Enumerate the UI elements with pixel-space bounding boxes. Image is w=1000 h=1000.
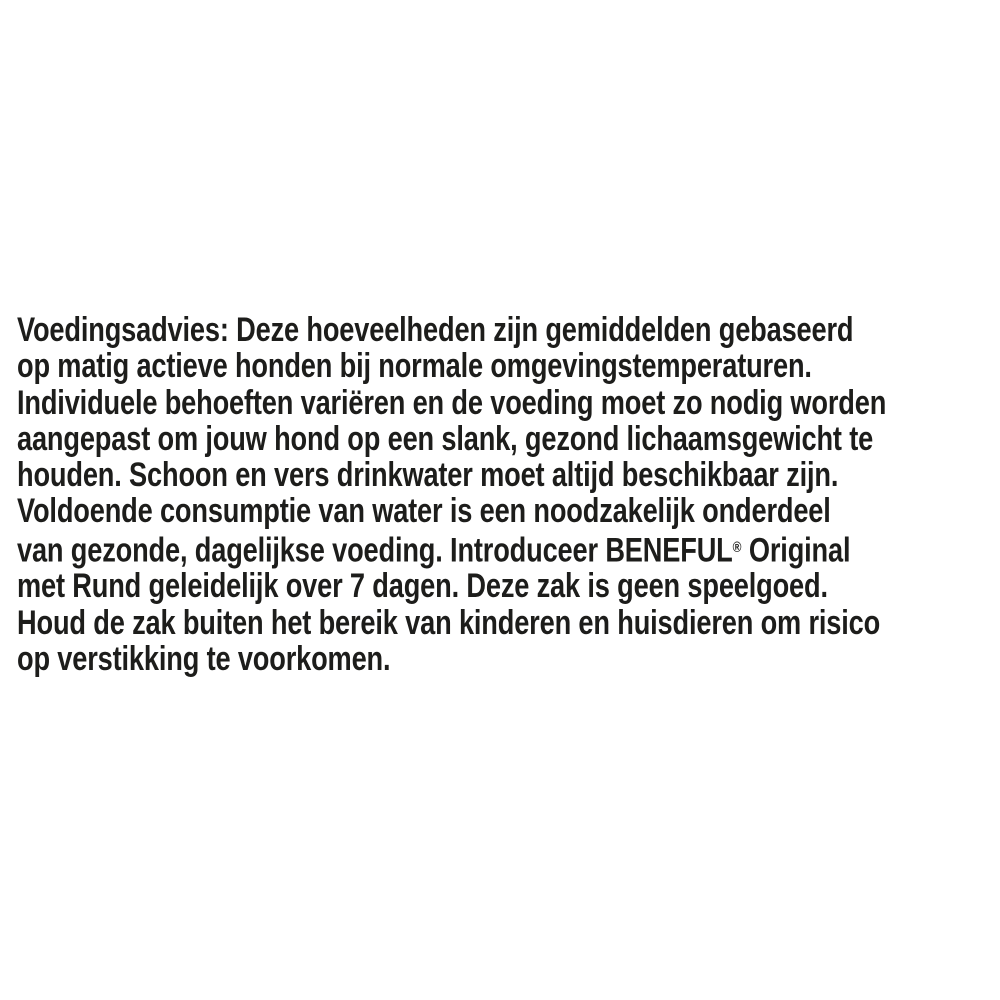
feeding-advisory-paragraph [17, 312, 977, 677]
advisory-text-before-brand: van gezonde, dagelijkse voeding. Introduceer BENEFUL [17, 531, 733, 570]
advisory-line: houden. Schoon en vers drinkwater moet altijd beschikbaar zijn. [17, 456, 839, 495]
advisory-line: Voldoende consumptie van water is een noodzakelijk onderdeel [17, 492, 831, 531]
advisory-line: op verstikking te voorkomen. [17, 639, 391, 678]
advisory-line: Houd de zak buiten het bereik van kinderen en huisdieren om risico [17, 603, 881, 642]
advisory-line-beneful [17, 530, 977, 569]
advisory-line: Voedingsadvies: Deze hoeveelheden zijn gemiddelden gebaseerd [17, 311, 854, 349]
registered-trademark-symbol: ® [732, 538, 742, 556]
advisory-text-after-brand: Original [741, 531, 851, 570]
advisory-line: aangepast om jouw hond op een slank, gezond lichaamsgewicht te [17, 419, 874, 458]
advisory-line: op matig actieve honden bij normale omgevingstemperaturen. [17, 347, 812, 386]
advisory-line: Individuele behoeften variëren en de voeding moet zo nodig worden [17, 383, 887, 422]
advisory-line: met Rund geleidelijk over 7 dagen. Deze zak is geen speelgoed. [17, 567, 828, 606]
